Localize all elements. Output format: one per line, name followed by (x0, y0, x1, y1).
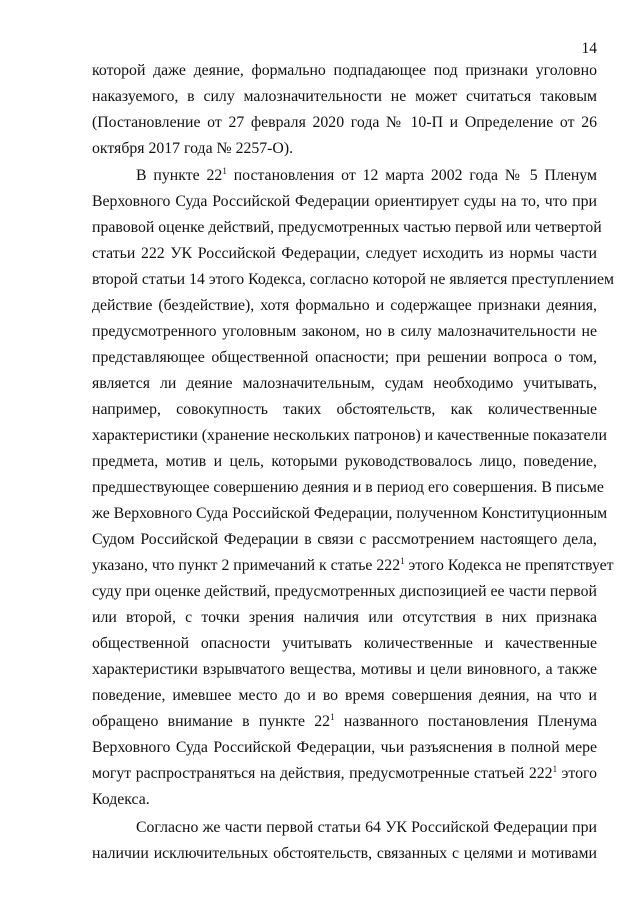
text-line: поведение, имевшее место до и во время совершения деяния, на что и (92, 687, 597, 704)
text-line: могут распространяться на действия, предусмотренные статьей $222^1$ этого (92, 764, 597, 782)
text-line: статьи 222 УК Российской Федерации, следует исходить из нормы части (92, 245, 597, 262)
text-line: указано, что пункт 2 примечаний к статье $222^1$ этого Кодекса не препятствует (92, 556, 614, 574)
text-line: представляющее общественной опасности; при решении вопроса о том, (92, 349, 597, 366)
text-line: Верховного Суда Российской Федерации ориентирует суды на то, что при (92, 193, 597, 210)
text-line: октября 2017 года № 2257-О). (92, 140, 294, 157)
text-line: правовой оценке действий, предусмотренных частью первой или четвертой (92, 219, 602, 236)
superscript: 1 (330, 712, 335, 722)
text-line: Кодекса. (92, 791, 150, 808)
text-line: же Верховного Суда Российской Федерации, полученном Конституционным (92, 505, 608, 522)
text-line: суду при оценке действий, предусмотренных диспозицией ее части первой (92, 583, 597, 600)
text-line: общественной опасности учитывать количественные и качественные (92, 635, 597, 652)
text-line: второй статьи 14 этого Кодекса, согласно которой не является преступлением (92, 271, 614, 288)
text-line: предусмотренного уголовным законом, но в силу малозначительности не (92, 323, 597, 340)
superscript: 1 (400, 556, 405, 566)
text-line: обращено внимание в пункте $22^1$ названного постановления Пленума (92, 712, 597, 730)
text-line: Согласно же части первой статьи 64 УК Российской Федерации при (136, 819, 597, 836)
text-line: действие (бездействие), хотя формально и содержащее признаки деяния, (92, 297, 597, 314)
superscript: 1 (552, 764, 558, 774)
text-line: Верховного Суда Российской Федерации, чьи разъяснения в полной мере (92, 739, 597, 756)
text-line: Судом Российской Федерации в связи с рассмотрением настоящего дела, (92, 531, 597, 548)
text-line: является ли деяние малозначительным, судам необходимо учитывать, (92, 375, 597, 392)
text-line: (Постановление от 27 февраля 2020 года № 10-П и Определение от 26 (92, 114, 597, 131)
text-line: наказуемого, в силу малозначительности не может считаться таковым (92, 88, 597, 105)
text-line: характеристики взрывчатого вещества, мотивы и цели виновного, а также (92, 661, 597, 678)
text-line: предшествующее совершению деяния и в период его совершения. В письме (92, 479, 604, 496)
text-line: предмета, мотив и цель, которыми руководствовалось лицо, поведение, (92, 453, 597, 470)
text-line: или второй, с точки зрения наличия или отсутствия в них признака (92, 609, 597, 626)
page-number: 14 (581, 40, 597, 57)
text-line: характеристики (хранение нескольких патронов) и качественные показатели (92, 427, 607, 444)
text-line: которой даже деяние, формально подпадающее под признаки уголовно (92, 62, 597, 79)
text-line: наличии исключительных обстоятельств, связанных с целями и мотивами (92, 845, 597, 862)
text-line: В пункте $22^1$ постановления от 12 марта 2002 года № 5 Пленум (136, 166, 597, 184)
text-line: например, совокупность таких обстоятельств, как количественные (92, 401, 597, 418)
superscript: 1 (222, 166, 227, 176)
